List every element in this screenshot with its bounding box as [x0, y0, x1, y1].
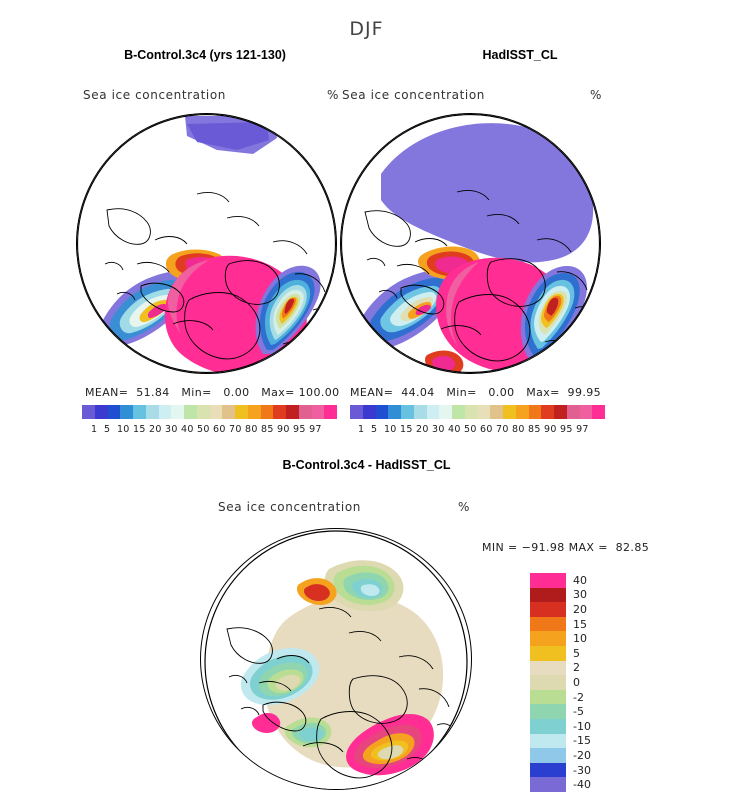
legend-item — [530, 777, 591, 792]
legend-label: -5 — [573, 705, 584, 719]
panel-stats-model: MEAN= 51.84 Min= 0.00 Max= 100.00 — [85, 386, 340, 399]
legend-label: 10 — [573, 632, 587, 646]
legend-label: -15 — [573, 734, 591, 748]
colorbar-obs — [350, 405, 605, 419]
panel-varlabel-obs: Sea ice concentration — [342, 88, 486, 102]
legend-label: -2 — [573, 690, 584, 704]
legend-item — [530, 704, 591, 719]
legend-label: 40 — [573, 573, 587, 587]
panel-varlabel-model: Sea ice concentration — [83, 88, 227, 102]
legend-item — [530, 748, 591, 763]
legend-label: 5 — [573, 646, 580, 660]
legend-label: 0 — [573, 675, 580, 689]
legend-item — [530, 719, 591, 734]
legend-item — [530, 588, 591, 603]
panel-units-obs: % — [590, 88, 603, 102]
panel-stats-obs: MEAN= 44.04 Min= 0.00 Max= 99.95 — [350, 386, 602, 399]
legend-item — [530, 646, 591, 661]
legend-label: 2 — [573, 661, 580, 675]
legend-item — [530, 602, 591, 617]
panel-title-model: B-Control.3c4 (yrs 121-130) — [124, 48, 286, 62]
panel-title-obs: HadISST_CL — [482, 48, 558, 62]
panel-varlabel-diff: Sea ice concentration — [218, 500, 362, 514]
colorbar-ticks-model: 1 5 10 15 20 30 40 50 60 70 80 85 90 95 97 — [91, 424, 322, 435]
legend-item — [530, 675, 591, 690]
legend-item — [530, 573, 591, 588]
legend-item — [530, 734, 591, 749]
panel-units-model: % — [327, 88, 340, 102]
panel-title-diff: B-Control.3c4 - HadISST_CL — [282, 458, 451, 472]
legend-label: 15 — [573, 617, 587, 631]
legend-label: 30 — [573, 588, 587, 602]
legend-item — [530, 631, 591, 646]
legend-item — [530, 661, 591, 676]
legend-item — [530, 617, 591, 632]
legend-label: -10 — [573, 719, 591, 733]
polar-map-model — [76, 113, 337, 374]
legend-label: -30 — [573, 763, 591, 777]
colorbar-model — [82, 405, 337, 419]
panel-units-diff: % — [458, 500, 471, 514]
legend-diff — [530, 573, 591, 792]
panel-stats-diff: MIN = −91.98 MAX = 82.85 — [482, 541, 650, 554]
legend-label: -20 — [573, 748, 591, 762]
polar-map-obs — [340, 113, 601, 374]
figure-title: DJF — [349, 18, 384, 40]
colorbar-ticks-obs: 1 5 10 15 20 30 40 50 60 70 80 85 90 95 97 — [358, 424, 589, 435]
legend-label: 20 — [573, 602, 587, 616]
polar-map-diff — [200, 528, 472, 790]
legend-item — [530, 690, 591, 705]
legend-item — [530, 763, 591, 778]
legend-label: -40 — [573, 778, 591, 792]
